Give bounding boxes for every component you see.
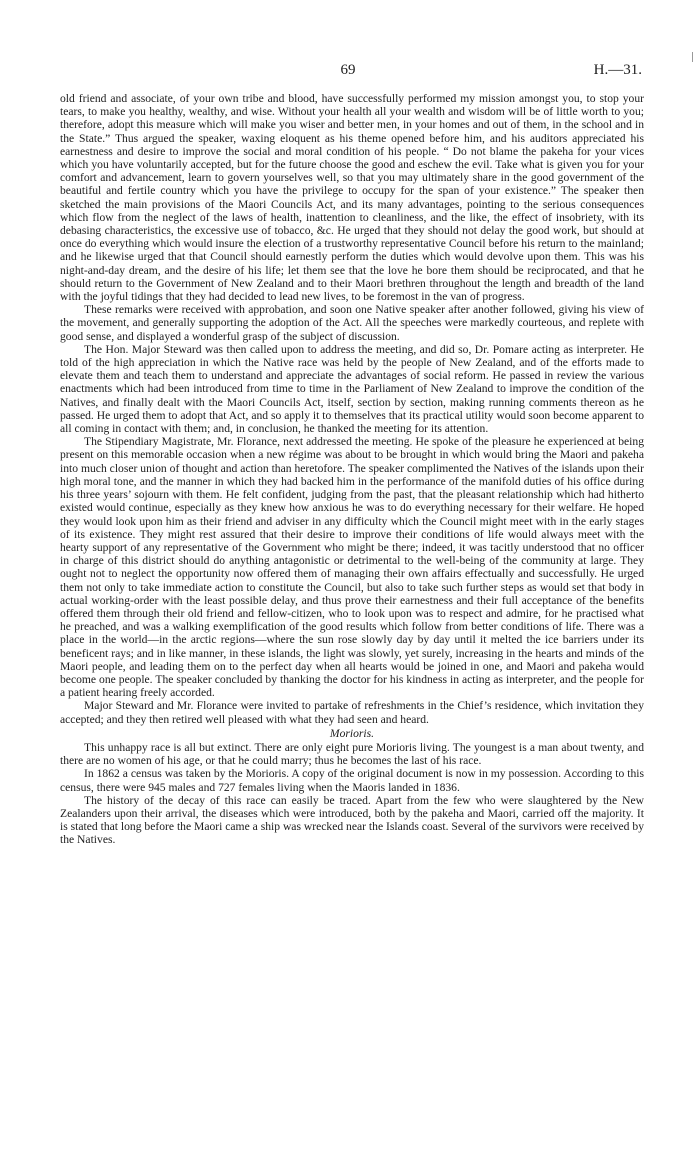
- scan-edge-mark: [692, 52, 700, 62]
- paragraph: The Hon. Major Steward was then called upon to address the meeting, and did so, Dr. Pomare acting as interpreter. He told of the high appreciation in which the Native race was held by the people of New Zealand, and of the efforts made to elevate them and teach them to understand and appreciate the advantages of social reform. He passed in review the various enactments which had been introduced from time to time in the Parliament of New Zealand to improve the condition of the Natives, and finally dealt with the Maori Councils Act, itself, section by section, making running comments thereon as he passed. He urged them to adopt that Act, and so apply it to themselves that its practical utility would soon become apparent to all coming in contact with them; and, in conclusion, he thanked the meeting for its attention.: [60, 342, 644, 436]
- page-number: 69: [340, 62, 356, 78]
- paragraph: Major Steward and Mr. Florance were invited to partake of refreshments in the Chief’s residence, which invitation they accepted; and they then retired well pleased with what they had seen and heard.: [60, 699, 644, 726]
- paragraph: The Stipendiary Magistrate, Mr. Florance, next addressed the meeting. He spoke of the pleasure he experienced at being present on this memorable occasion when a new régime was about to be brought in which would bring the Maori and pakeha into much closer union of thought and action than heretofore. The speaker complimented the Natives of the islands upon their high moral tone, and the manner in which they had backed him in the performance of the manifold duties of his office during his three years’ sojourn with them. He felt confident, judging from the past, that the pleasant relationship which had hitherto existed would continue, especially as they knew how anxious he was to do everything necessary for their welfare. He hoped they would look upon him as their friend and adviser in any difficulty which the Council might meet with in the early stages of its existence. They might rest assured that their desire to improve their conditions of life would always meet with the hearty support of any representative of the Government who might be there; indeed, it was tacitly understood that no officer in charge of this district should do anything antagonistic or detrimental to the well-being of the community at large. They ought not to neglect the opportunity now offered them of managing their own affairs effectually and successfully. He urged them not only to take immediate action to constitute the Council, but also to take such further steps as would set that body in actual working-order with the least possible delay, and thus prove their earnestness and their full acceptance of the benefits offered them through their old friend and fellow-citizen, who to look upon was to respect and admire, for he practised what he preached, and was a walking exemplification of the good results which follow from better conditions of life. There was a place in the world—in the arctic regions—where the sun rose slowly day by day until it melted the ice barriers under its beneficent rays; and in like manner, in these islands, the light was slowly, yet surely, increasing in the hearts and minds of the Maori people, and leading them on to the perfect day when all hearts would be joined in one, and Maori and pakeha would become one people. The speaker concluded by thanking the doctor for his kindness in acting as interpreter, and the people for a patient hearing freely accorded.: [60, 435, 644, 700]
- paragraph: This unhappy race is all but extinct. There are only eight pure Morioris living. The youngest is a man about twenty, and there are no women of his age, or that he could marry; thus he becomes the last of his race.: [60, 740, 644, 768]
- paragraph: old friend and associate, of your own tribe and blood, have successfully performed my mission amongst you, to stop your tears, to make you healthy, wealthy, and wise. Without your health all your wealth and wisdom will be of little worth to you; therefore, adopt this measure which will make you wiser and better men, in your homes and out of them, in the school and in the State.” Thus argued the speaker, waxing eloquent as his theme opened before him, and his auditors appreciated his earnestness and desire to improve the social and moral condition of his people. “ Do not blame the pakeha for your vices which you have voluntarily accepted, but for the future choose the good and eschew the evil. Take what is given you for your comfort and advancement, learn to govern yourselves well, so that you may ultimately share in the good government of the beautiful and fertile country which you have the privilege to occupy for the span of your existence.” The speaker then sketched the main provisions of the Maori Councils Act, and its many advantages, pointing to the serious consequences which flow from the neglect of the laws of health, inattention to cleanliness, and the like, the effect of insobriety, with its debasing characteristics, the excessive use of tobacco, &c. He urged that they should not delay the good work, but should at once do everything which would insure the election of a trustworthy representative Council before his return to the mainland; and he likewise urged that that Council should earnestly perform the duties which would devolve upon them. This was his night-and-day dream, and the desire of his life; let them see that the love he bore them should be reciprocated, and that he should return to the Government of New Zealand and to their Maori brethren throughout the length and breadth of the land with the joyful tidings that they had decided to lead new lives, to be foremost in the van of progress.: [60, 92, 644, 304]
- section-heading: Morioris.: [329, 726, 375, 740]
- paragraph: These remarks were received with approbation, and soon one Native speaker after another followed, giving his view of the movement, and generally supporting the adoption of the Act. All the speeches were markedly courteous, and replete with good sense, and displayed a wonderful grasp of the subject of discussion.: [60, 303, 644, 343]
- body-text: [60, 92, 644, 847]
- document-reference: H.—31.: [593, 62, 642, 78]
- paragraph: In 1862 a census was taken by the Morioris. A copy of the original document is now in my possession. According to this census, there were 945 males and 727 females living when the Maoris landed in 1836.: [60, 767, 644, 794]
- paragraph: The history of the decay of this race can easily be traced. Apart from the few who were slaughtered by the New Zealanders upon their arrival, the diseases which were introduced, both by the pakeha and Maori, carried off the majority. It is stated that long before the Maori came a ship was wrecked near the Islands coast. Several of the survivors were received by the Natives.: [60, 793, 644, 847]
